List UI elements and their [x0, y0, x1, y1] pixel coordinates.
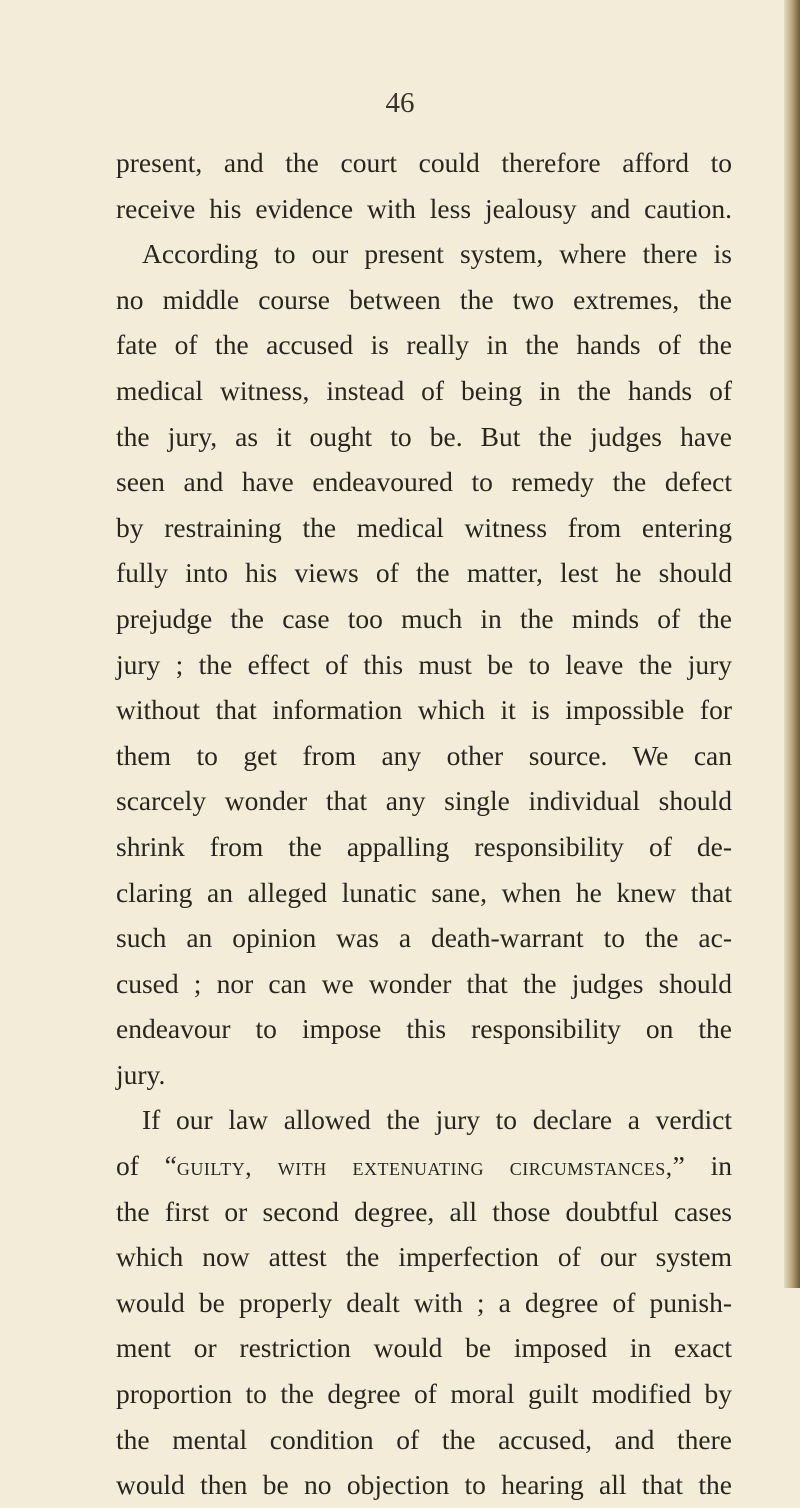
text-line: medical witness, instead of being in the hands of — [116, 374, 732, 406]
text-line: present, and the court could therefore afford to — [116, 147, 732, 178]
text-line: endeavour to impose this responsibility on the — [116, 1013, 732, 1045]
text-line: fully into his views of the matter, lest he should — [116, 557, 732, 589]
text-line: the mental condition of the accused, and there — [116, 1423, 732, 1455]
text-line: seen and have endeavoured to remedy the defect — [116, 466, 732, 498]
text-line: ment or restriction would be imposed in exact — [116, 1332, 732, 1364]
text-line: without that information which it is impossible for — [116, 694, 732, 726]
text-line — [116, 1143, 732, 1189]
text-line: jury ; the effect of this must be to leave the jury — [116, 648, 732, 680]
text-line: claring an alleged lunatic sane, when he knew that — [116, 876, 732, 908]
text-line: cused ; nor can we wonder that the judges should — [116, 967, 732, 999]
text-line: prejudge the case too much in the minds of the — [116, 602, 732, 634]
text-line: scarcely wonder that any single individual should — [116, 785, 732, 817]
text-line: by restraining the medical witness from entering — [116, 511, 732, 543]
text-fragment: ” in — [672, 1150, 732, 1182]
paragraph-start-line: If our law allowed the jury to declare a verdict — [142, 1104, 732, 1136]
text-fragment: of “ — [116, 1150, 177, 1182]
text-line: no middle course between the two extremes, the — [116, 283, 732, 315]
paragraph-end-line: jury. — [116, 1058, 166, 1090]
text-line: such an opinion was a death-warrant to the ac- — [116, 922, 732, 954]
text-line: proportion to the degree of moral guilt modified by — [116, 1378, 732, 1410]
text-line: which now attest the imperfection of our system — [116, 1241, 732, 1273]
text-line: fate of the accused is really in the hands of the — [116, 329, 732, 361]
paragraph-start-line: According to our present system, where there is — [142, 238, 732, 270]
page-number: 46 — [385, 87, 415, 119]
text-line: receive his evidence with less jealousy and caution. — [116, 192, 732, 224]
page-edge-shadow — [784, 0, 800, 1288]
small-caps-phrase: guilty, with extenuating circumstances, — [176, 1153, 673, 1182]
text-line: the first or second degree, all those doubtful cases — [116, 1195, 732, 1227]
body-text — [116, 140, 732, 1508]
text-line: them to get from any other source. We can — [116, 739, 732, 771]
text-line: shrink from the appalling responsibility of de- — [116, 830, 732, 862]
text-line: would then be no objection to hearing all that the — [116, 1469, 732, 1501]
text-line: the jury, as it ought to be. But the judges have — [116, 420, 732, 452]
text-line: would be properly dealt with ; a degree of punish- — [116, 1286, 732, 1318]
